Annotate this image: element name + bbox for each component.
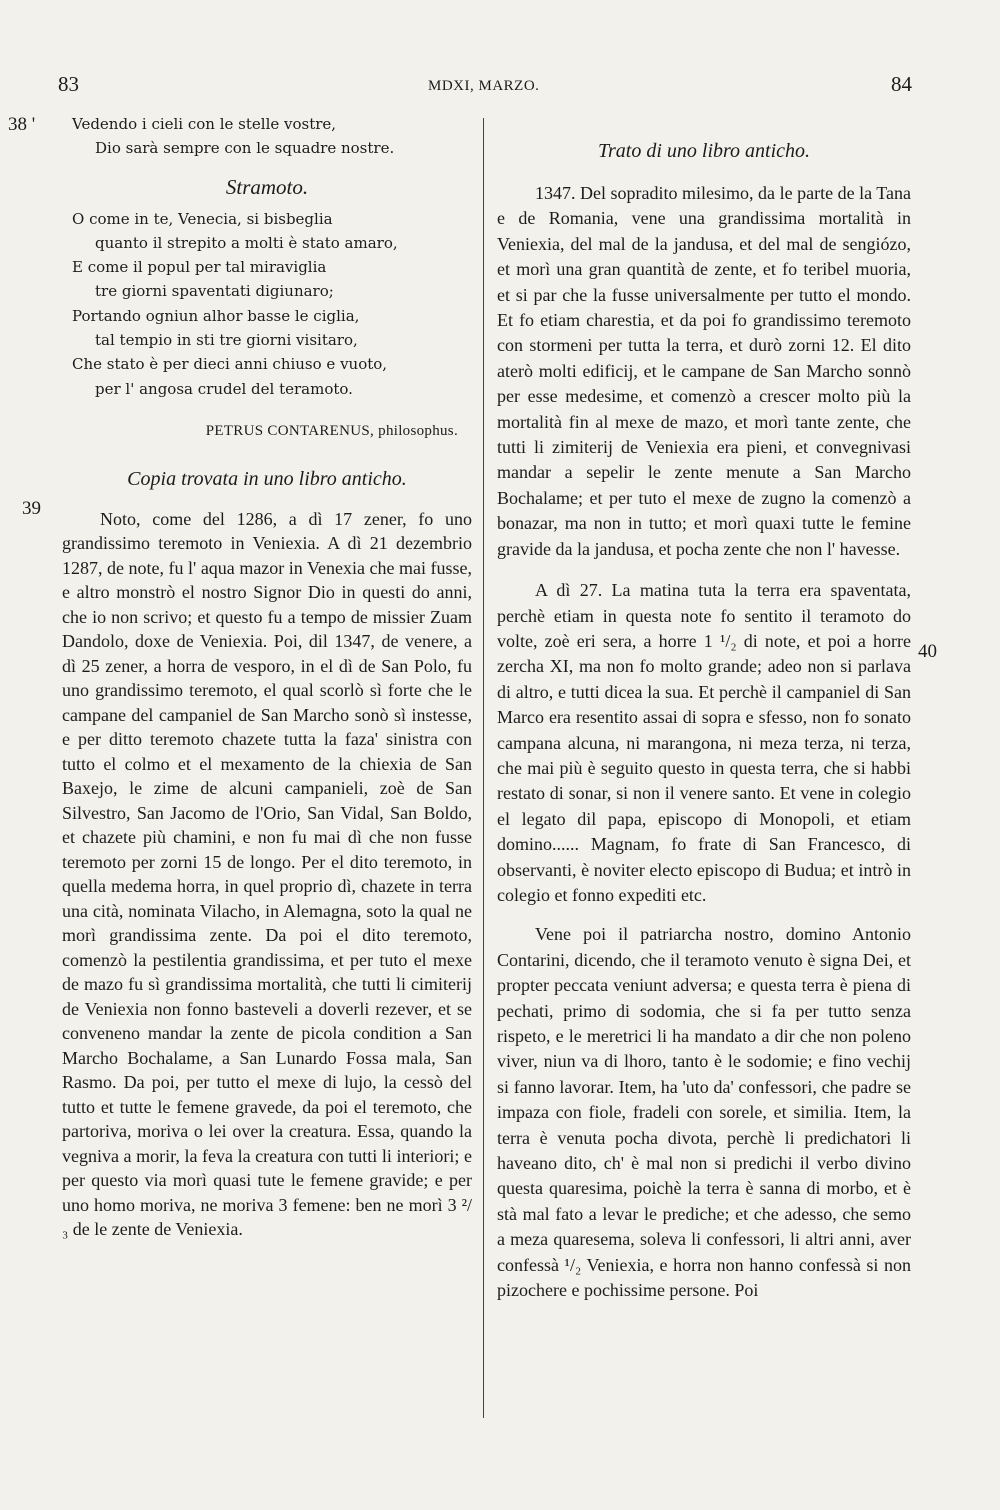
page-number-left: 83	[58, 72, 79, 96]
page-number-right: 84	[891, 72, 912, 96]
copia-heading: Copia trovata in uno libro anticho.	[127, 467, 407, 490]
right-column	[497, 140, 911, 1303]
margin-number-38: 38 '	[8, 114, 36, 135]
patriarcha-paragraph: Vene poi il patriarcha nostro, domino Antonio Contarini, dicendo, che il teramoto venuto è signa Dei, et propter peccata veniunt adversa; e questa terra è piena di pechati, primo di sodomia, che si fa per tutto senza rispeto, e le meretrici li ha mandato a dir che non poleno viver, niun va di lhoro, tanto è le sodomie; e fino vechij si fanno lavorar. Item, ha 'uto da' confessori, che padre se impaza con fiole, fradeli con sorele, et similia. Item, la terra è venuta pocha divota, perchè li predichatori li haveano dito, ch' è mal non si predichi il verbo divino questa quaresima, poichè la terra è sanna di morbo, et è stà mal fato a levar le prediche; et che adesso, che semo a meza quaresema, soleva li confessori, li altri anni, aver confessà ¹/₂ Veniexia, e horra non hanno confessà si non pizochere e pochissime persone. Poi	[497, 924, 911, 1301]
column-divider	[483, 118, 484, 1418]
trato-heading: Trato di uno libro anticho.	[597, 140, 811, 162]
verse-line: Vedendo i cieli con le stelle vostre,	[72, 115, 337, 133]
verse-line: quanto il strepito a molti è stato amaro,	[95, 233, 398, 252]
verse-couplet	[62, 112, 472, 161]
verse-line: tal tempio in sti tre giorni visitaro,	[95, 331, 358, 350]
stramoto-poem	[62, 207, 472, 401]
verse-line: E come il popul per tal miraviglia	[72, 258, 327, 277]
copia-paragraph: Noto, come del 1286, a dì 17 zener, fo uno grandissimo teremoto in Veniexia. A dì 21 dezembrio 1287, de note, fu l' aqua mazor in Venexia che mai fusse, e altro monstrò el nostro Signor Dio in questi do anni, che io non scrivo; et questo fu a tempo de missier Zuam Dandolo, doxe de Veniexia. Poi, dil 1347, de venere, a dì 25 zener, a horra de vesporo, in el dì de San Polo, fu uno grandissimo teremoto, el qual scorlò sì forte che le campane del campaniel de San Marcho sonò sì instesse, e per ditto teremoto chazete tutta la faza' sinistra con tutto el colmo et el mexamento de la chiexia de San Baxejo, le zime de alcuni campanieli, zoè de San Silvestro, San Jacomo de l'Orio, San Vidal, San Boldo, et chazete più chamini, e non fu mai dì che non fusse teremoto per zorni 15 de longo. Per el dito teremoto, in quella medema horra, in quel proprio dì, chazete in terra una cità, nominata Vilacho, in Alemagna, soto la qual ne morì grandissima zente. Da poi el dito teremoto, comenzò la pestilentia grandissima, et per tuto el mexe de mazo fu sì grandissima mortalità, che tutti li cimiterij de Veniexia non fonno basteveli a doverli rezever, et se conveneno mandar la zente de picola condition a San Marcho Bochalame, a San Lunardo Fossa mala, San Rasmo. Da poi, per tutto el mexe di lujo, la cessò del tutto et tutte le femene gravede, da poi el teremoto, che partoriva, moriva o lei over la creatura. Essa, quando la vegniva a morir, la feva la creatura con tutti li interiori; e per questo via morì quasi tute le femene gravide; e per uno homo moriva, ne moriva 3 femene: ben ne morì 3 ²/₃ de le zente de Veniexia.	[62, 508, 472, 1240]
verse-line: Che stato è per dieci anni chiuso e vuoto,	[72, 355, 388, 374]
left-column	[62, 112, 472, 1242]
verse-line: per l' angosa crudel del teramoto.	[95, 379, 353, 398]
signature: PETRUS CONTARENUS, philosophus.	[205, 422, 458, 439]
trato-paragraph: 1347. Del sopradito milesimo, da le parte de la Tana e de Romania, vene una grandissima mortalità in Veniexia, del mal de la jandusa, et del mal de sengiózo, et morì una gran quantità de zente, et fo teribel muoria, et si par che la fusse universalmente per tutto el mondo. Et fo etiam charestia, et da poi fo grandissimo teremoto con stormeni per tutta la terra, et durò zorni 12. El dito aterò molti edificij, et le campane de San Marcho sonnò per esse medesime, et comenzò a crescer molto più la mortalità fin al mexe de mazo, et morì tante zente, che tutti li zimiterij de Veniexia era pieni, et convegnivasi mandar a sepelir le zente menute a San Marcho Bochalame; et per tuto el mexe de zugno la comenzò a bonazar, ma non in tutto; et morì quaxi tutte le femine gravide da la jandusa, et pocha zente che non l' havesse.	[497, 183, 911, 559]
entry-a-di-27: A dì 27. La matina tuta la terra era spaventata, perchè etiam in questa note fo sentito il teramoto do volte, zoè eri sera, a horre 1 ¹/₂ di note, et poi a horre zercha XI, ma non fo molto grande; adeo non si parlava di altro, e tutti dicea la sua. Et perchè il campaniel di San Marco era resentito assai di sopra e sfesso, non fo sonato campana alcuna, ni marangona, ni meza terza, ni terza, che mai più è seguito questo in questa terra, che si habbi restato di sonar, si non il venere santo. Et vene in colegio el legato dil papa, episcopo di Monopoli, et etiam domino...... Magnam, fo frate di San Francesco, di observanti, è noviter electo episcopo di Budua; et intrò in colegio et fonno expediti etc.	[497, 580, 911, 905]
verse-line: O come in te, Venecia, si bisbeglia	[72, 209, 333, 228]
verse-line: Dio sarà sempre con le squadre nostre.	[95, 139, 395, 158]
verse-line: Portando ogniun alhor basse le ciglia,	[72, 306, 360, 325]
verse-line: tre giorni spaventati digiunaro;	[95, 282, 334, 301]
margin-number-39: 39	[22, 498, 41, 519]
running-header: MDXI, MARZO.	[428, 78, 540, 94]
stramoto-heading: Stramoto.	[225, 174, 309, 199]
margin-number-40: 40	[918, 641, 937, 662]
